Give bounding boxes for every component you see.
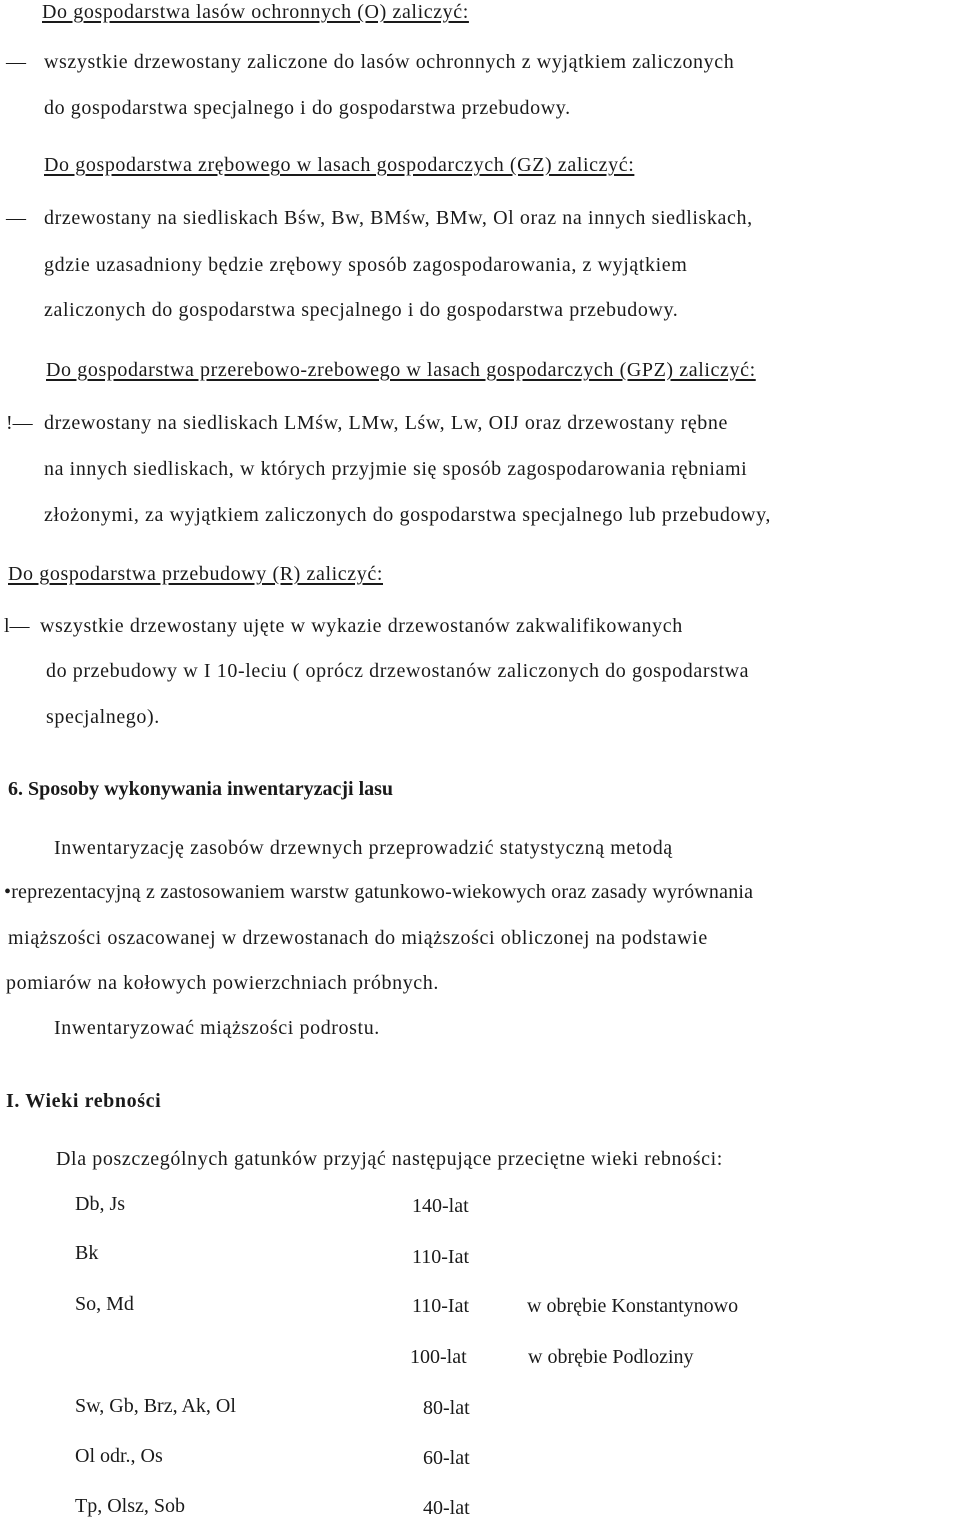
section-r-line-2: do przebudowy w I 10-leciu ( oprócz drzewostanów zaliczonych do gospodarstwa [46,660,750,682]
age-cell: 140-lat [412,1195,469,1217]
section-6-line-4: pomiarów na kołowych powierzchniach próbnych. [6,972,439,994]
section-gz-line-1: drzewostany na siedliskach Bśw, Bw, BMśw, BMw, Ol oraz na innych siedliskach, [44,207,753,229]
section-gz-bullet: — [6,207,26,229]
section-gz-line-2: gdzie uzasadniony będzie zrębowy sposób zagospodarowania, z wyjątkiem [44,254,688,276]
section-6-line-3: miąższości oszacowanej w drzewostanach do miąższości obliczonej na podstawie [8,927,708,949]
species-cell: So, Md [75,1293,134,1315]
note-cell: w obrębie Podloziny [528,1346,694,1368]
age-cell: 110-Iat [412,1295,470,1317]
age-cell: 110-Iat [412,1246,470,1268]
section-gz-line-3: zaliczonych do gospodarstwa specjalnego i do gospodarstwa przebudowy. [44,299,679,321]
species-cell: Bk [75,1242,99,1264]
section-i-intro: Dla poszczególnych gatunków przyjąć następujące przeciętne wieki rebności: [56,1148,723,1170]
section-gpz-line-2: na innych siedliskach, w których przyjmie się sposób zagospodarowania rębniami [44,458,748,480]
section-o-bullet: — [6,51,26,73]
age-cell: 40-lat [423,1497,470,1519]
section-i-heading: I. Wieki rebności [6,1090,162,1112]
section-gpz-bullet: !— [6,412,33,434]
age-cell: 100-lat [410,1346,467,1368]
section-6-line-2: •reprezentacyjną z zastosowaniem warstw gatunkowo-wiekowych oraz zasady wyrównania [4,881,754,903]
section-6-heading: 6. Sposoby wykonywania inwentaryzacji lasu [8,778,394,800]
section-gpz-heading: Do gospodarstwa przerebowo-zrebowego w lasach gospodarczych (GPZ) zaliczyć: [46,359,756,381]
section-r-heading: Do gospodarstwa przebudowy (R) zaliczyć: [8,563,383,585]
species-cell: Tp, Olsz, Sob [75,1495,185,1517]
section-gz-heading: Do gospodarstwa zrębowego w lasach gospodarczych (GZ) zaliczyć: [44,154,635,176]
species-cell: Sw, Gb, Brz, Ak, Ol [75,1395,236,1417]
section-o-line-2: do gospodarstwa specjalnego i do gospodarstwa przebudowy. [44,97,571,119]
species-cell: Db, Js [75,1193,126,1215]
section-r-line-1: wszystkie drzewostany ujęte w wykazie drzewostanów zakwalifikowanych [40,615,683,637]
section-o-line-1: wszystkie drzewostany zaliczone do lasów ochronnych z wyjątkiem zaliczonych [44,51,735,73]
note-cell: w obrębie Konstantynowo [527,1295,739,1317]
age-cell: 80-lat [423,1397,470,1419]
section-6-line-5: Inwentaryzować miąższości podrostu. [54,1017,380,1039]
section-gpz-line-3: złożonymi, za wyjątkiem zaliczonych do gospodarstwa specjalnego lub przebudowy, [44,504,771,526]
age-cell: 60-lat [423,1447,470,1469]
section-r-bullet: l— [4,615,30,637]
section-r-line-3: specjalnego). [46,706,160,728]
section-gpz-line-1: drzewostany na siedliskach LMśw, LMw, Lśw, Lw, OIJ oraz drzewostany rębne [44,412,728,434]
section-6-line-1: Inwentaryzację zasobów drzewnych przeprowadzić statystyczną metodą [54,837,673,859]
section-o-heading: Do gospodarstwa lasów ochronnych (O) zaliczyć: [42,1,469,23]
species-cell: Ol odr., Os [75,1445,163,1467]
